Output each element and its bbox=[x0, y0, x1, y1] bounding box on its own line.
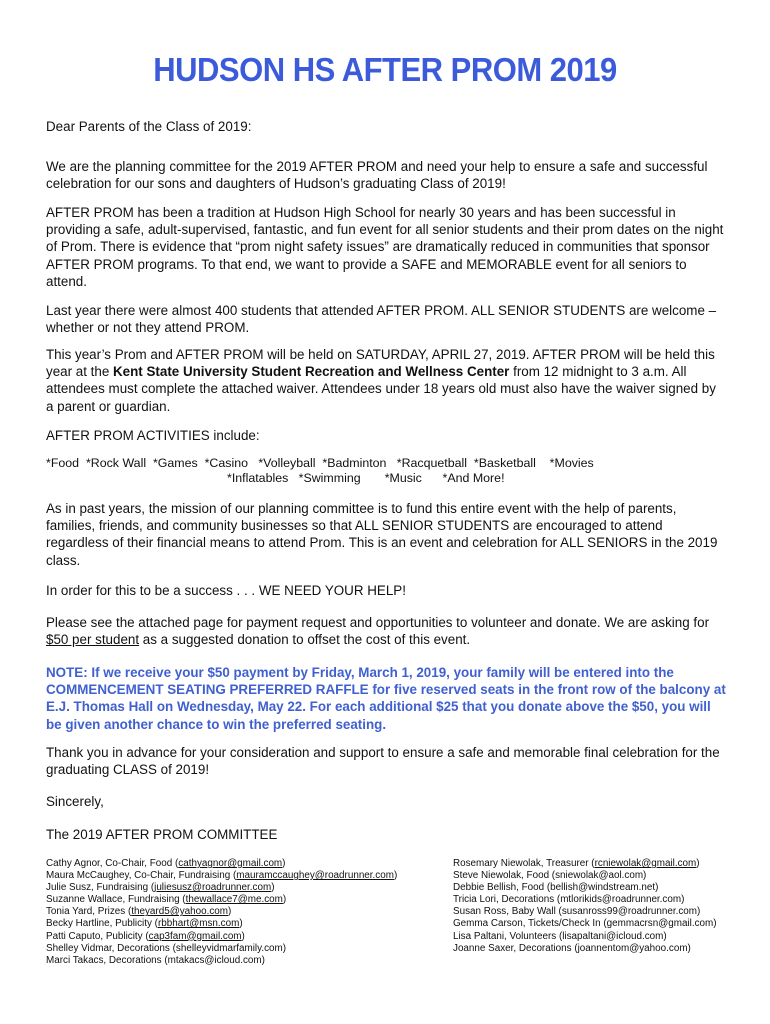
email-link[interactable]: theyard5@yahoo.com bbox=[131, 906, 229, 918]
signature-line: Marci Takacs, Decorations (mtakacs@icloud.com) bbox=[46, 954, 265, 966]
email-link[interactable]: cathyagnor@gmail.com bbox=[178, 858, 283, 869]
paragraph-event-details bbox=[46, 346, 726, 415]
email-link[interactable]: juliesusz@roadrunner.com bbox=[154, 882, 272, 894]
signatures-left-column bbox=[46, 858, 397, 967]
donation-text-1: Please see the attached page for payment request and opportunities to volunteer and donate. We are asking for bbox=[46, 615, 710, 630]
venue-name: Kent State University Student Recreation and Wellness Center bbox=[113, 364, 510, 380]
signature-line: Rosemary Niewolak, Treasurer (rcniewolak@gmail.com) bbox=[453, 858, 700, 869]
signatures-right-column bbox=[453, 858, 717, 955]
paragraph-donation-request bbox=[46, 614, 726, 648]
activities-heading: AFTER PROM ACTIVITIES include: bbox=[46, 428, 260, 443]
email-link[interactable]: mauramccaughey@roadrunner.com bbox=[236, 870, 394, 882]
closing: Sincerely, bbox=[46, 794, 104, 809]
signature-line: Cathy Agnor, Co-Chair, Food (cathyagnor@gmail.com) bbox=[46, 858, 286, 869]
greeting: Dear Parents of the Class of 2019: bbox=[46, 119, 252, 134]
donation-text-2: as a suggested donation to offset the cost of this event. bbox=[139, 632, 471, 648]
email-link[interactable]: cap3fam@gmail.com bbox=[148, 930, 242, 942]
signature-line: Gemma Carson, Tickets/Check In (gemmacrsn@gmail.com) bbox=[453, 918, 717, 930]
signature-line: Maura McCaughey, Co-Chair, Fundraising (mauramccaughey@roadrunner.com) bbox=[46, 870, 398, 882]
signature-line: Becky Hartline, Publicity (rbbhart@msn.com) bbox=[46, 918, 243, 930]
email-link[interactable]: thewallace7@me.com bbox=[185, 894, 283, 906]
signature-line: Patti Caputo, Publicity (cap3fam@gmail.com) bbox=[46, 930, 245, 942]
signature-line: Shelley Vidmar, Decorations (shelleyvidmarfamily.com) bbox=[46, 942, 287, 954]
signature-line: Suzanne Wallace, Fundraising (thewallace7@me.com) bbox=[46, 894, 287, 906]
paragraph-last-year: Last year there were almost 400 students that attended AFTER PROM. ALL SENIOR STUDENTS are welcome – whether or not they attend PROM. bbox=[46, 303, 717, 336]
signature-line: Lisa Paltani, Volunteers (lisapaltani@icloud.com) bbox=[453, 930, 667, 942]
paragraph-mission: As in past years, the mission of our planning committee is to fund this entire event with the help of parents, families, friends, and community businesses so that ALL SENIOR STUDENTS are encouraged to attend regardless of their financial means to attend Prom. This is an event and celebration for ALL SENIORS in the 2019 class. bbox=[46, 501, 718, 568]
event-details-text-2: from 12 midnight to 3 a.m. All attendees must complete the attached waiver. Attendees under 18 years old must also have the waiver signed by a parent or guardian. bbox=[46, 364, 716, 414]
signature-line: Susan Ross, Baby Wall (susanross99@roadrunner.com) bbox=[453, 906, 701, 918]
committee-signature: The 2019 AFTER PROM COMMITTEE bbox=[46, 827, 278, 842]
event-details-text-1: This year’s Prom and AFTER PROM will be held on SATURDAY, APRIL 27, 2019. AFTER PROM will be held this year at the bbox=[46, 347, 715, 380]
signature-line: Joanne Saxer, Decorations (joannentom@yahoo.com) bbox=[453, 942, 691, 954]
signature-line: Steve Niewolak, Food (sniewolak@aol.com) bbox=[453, 870, 647, 882]
email-link[interactable]: rcniewolak@gmail.com bbox=[594, 858, 697, 869]
paragraph-tradition: AFTER PROM has been a tradition at Hudson High School for nearly 30 years and has been successful in providing a safe, adult-supervised, fantastic, and fun event for all senior students and their prom dates on the night of Prom. There is evidence that “prom night safety issues” are dramatically reduced in communities that sponsor AFTER PROM programs. To that end, we want to provide a SAFE and MEMORABLE event for all seniors to attend. bbox=[46, 205, 724, 289]
signature-line: Julie Susz, Fundraising (juliesusz@roadrunner.com) bbox=[46, 882, 275, 894]
activities-list bbox=[46, 456, 726, 486]
signature-line: Debbie Bellish, Food (bellish@windstream.net) bbox=[453, 882, 659, 894]
signature-line: Tonia Yard, Prizes (theyard5@yahoo.com) bbox=[46, 906, 232, 918]
paragraph-intro: We are the planning committee for the 2019 AFTER PROM and need your help to ensure a safe and successful celebration for our sons and daughters of Hudson’s graduating Class of 2019! bbox=[46, 159, 708, 192]
document-title: HUDSON HS AFTER PROM 2019 bbox=[153, 50, 617, 89]
raffle-note: NOTE: If we receive your $50 payment by Friday, March 1, 2019, your family will be entered into the COMMENCEMENT SEATING PREFERRED RAFFLE for five reserved seats in the front row of the balcony at E.J. Thomas Hall on Wednesday, May 22. For each additional $25 that you donate above the $50, you will be given another chance to win the preferred seating. bbox=[46, 665, 726, 732]
activities-row-2: *Inflatables *Swimming *Music *And More! bbox=[227, 471, 505, 485]
paragraph-thank-you: Thank you in advance for your consideration and support to ensure a safe and memorable final celebration for the graduating CLASS of 2019! bbox=[46, 745, 720, 778]
activities-row-1: *Food *Rock Wall *Games *Casino *Volleyball *Badminton *Racquetball *Basketball *Movies bbox=[46, 456, 594, 470]
email-link[interactable]: rbbhart@msn.com bbox=[157, 918, 240, 930]
suggested-donation: $50 per student bbox=[46, 632, 140, 648]
signature-line: Tricia Lori, Decorations (mtlorikids@roadrunner.com) bbox=[453, 894, 685, 906]
paragraph-need-help: In order for this to be a success . . . WE NEED YOUR HELP! bbox=[46, 583, 406, 598]
